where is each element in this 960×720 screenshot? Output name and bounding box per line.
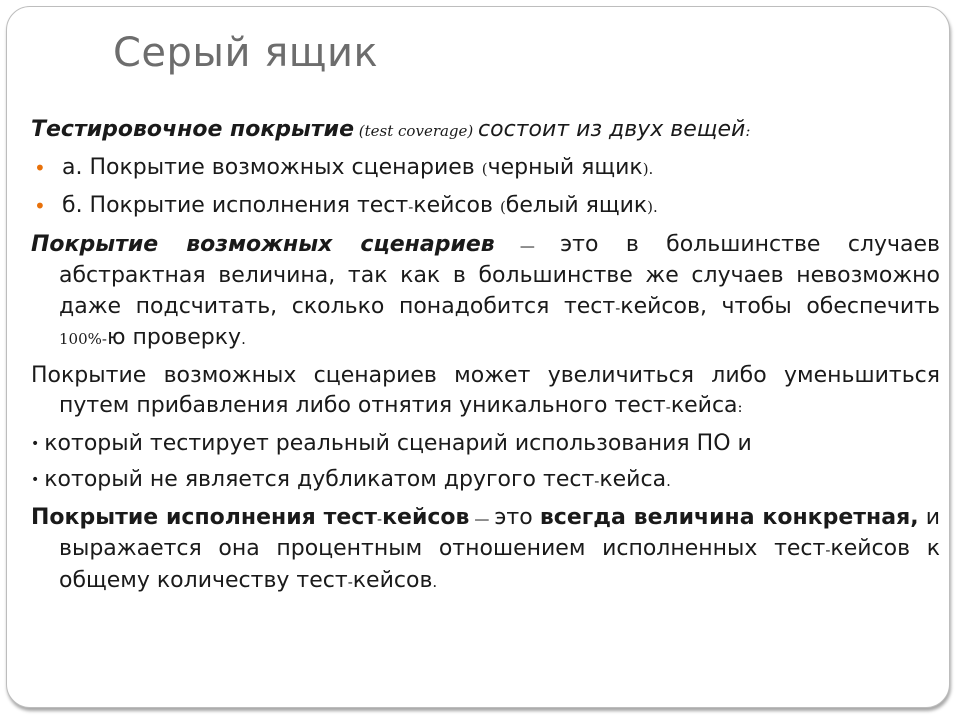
list-item-paren-right: ). (647, 198, 658, 216)
scenario-change-paragraph (31, 361, 940, 423)
intro-english-term: (test coverage) (354, 122, 479, 140)
sub-list-item-text-2: кейса (599, 467, 667, 492)
sub-list-item (31, 465, 940, 497)
orange-bullet-icon: • (34, 194, 46, 218)
list-item-text: а. Покрытие возможных сценариев (62, 154, 482, 180)
slide-frame (6, 6, 950, 708)
sub-list-item-text: который тестирует реальный сценарий использования ПО и (44, 430, 752, 456)
scenario-coverage-paragraph (31, 230, 940, 355)
hyphen: - (377, 509, 383, 528)
list-item-inner: черный ящик (487, 154, 643, 180)
list-item-text: б. Покрытие исполнения тест (62, 193, 409, 218)
list-item-paren-left: ( (499, 198, 506, 216)
scenario-change-text: Покрытие возможных сценариев может увеличиться либо уменьшиться путем прибавления либо отнятия уникального тест (31, 362, 940, 418)
list-item (31, 153, 940, 185)
period: . (666, 472, 671, 490)
execution-coverage-term: Покрытие исполнения тест (31, 504, 378, 530)
execution-coverage-text-2: и выражается она процентным отношением исполненных тест (59, 504, 941, 561)
slide-content (31, 115, 940, 603)
percent-value: 100%- (59, 330, 107, 348)
scenario-coverage-text-3: ю проверку (106, 325, 242, 350)
intro-colon: : (745, 122, 751, 140)
em-dash: — (494, 236, 561, 255)
sub-list-item-text: который не является дубликатом другого тест (44, 467, 595, 492)
hyphen: - (825, 541, 831, 559)
colon: : (737, 398, 743, 416)
hyphen: - (594, 472, 600, 490)
period: . (241, 330, 246, 348)
execution-coverage-paragraph (31, 503, 940, 598)
small-bullet-icon: • (31, 472, 40, 488)
execution-coverage-term-2: кейсов (382, 504, 470, 530)
list-item-inner: белый ящик (505, 193, 648, 218)
intro-paragraph (31, 115, 940, 147)
orange-bullet-icon: • (34, 155, 46, 180)
slide-title: Серый ящик (113, 30, 379, 76)
em-dash: — (469, 509, 495, 528)
scenario-coverage-text-2: кейсов, чтобы обеспечить (620, 293, 940, 319)
intro-rest: состоит из двух вещей (478, 117, 746, 142)
intro-bold-term: Тестировочное покрытие (31, 117, 355, 142)
execution-coverage-text-4: кейсов (352, 567, 433, 593)
hyphen: - (347, 572, 353, 591)
list-item-paren-left: ( (481, 159, 488, 178)
sub-list-item (31, 429, 940, 460)
list-item-paren-right: ). (642, 159, 654, 178)
small-bullet-icon: • (31, 435, 40, 452)
execution-coverage-emphasis: всегда величина конкретная, (539, 504, 919, 530)
scenario-coverage-term: Покрытие возможных сценариев (31, 231, 495, 257)
hyphen: - (615, 298, 621, 317)
hyphen: - (665, 398, 671, 416)
list-item-hyphen: - (408, 198, 414, 216)
execution-coverage-text: это (494, 504, 540, 530)
scenario-coverage-text: это в большинстве случаев абстрактная величина, так как в большинстве же случаев невозможно даже подсчитать, сколько понадобится тест (59, 231, 941, 319)
execution-coverage-text-3: кейсов к общему количеству тест (59, 536, 940, 593)
period: . (432, 572, 438, 591)
list-item (31, 191, 940, 223)
scenario-change-text-2: кейса (670, 393, 738, 418)
list-item-text-2: кейсов (413, 193, 500, 218)
